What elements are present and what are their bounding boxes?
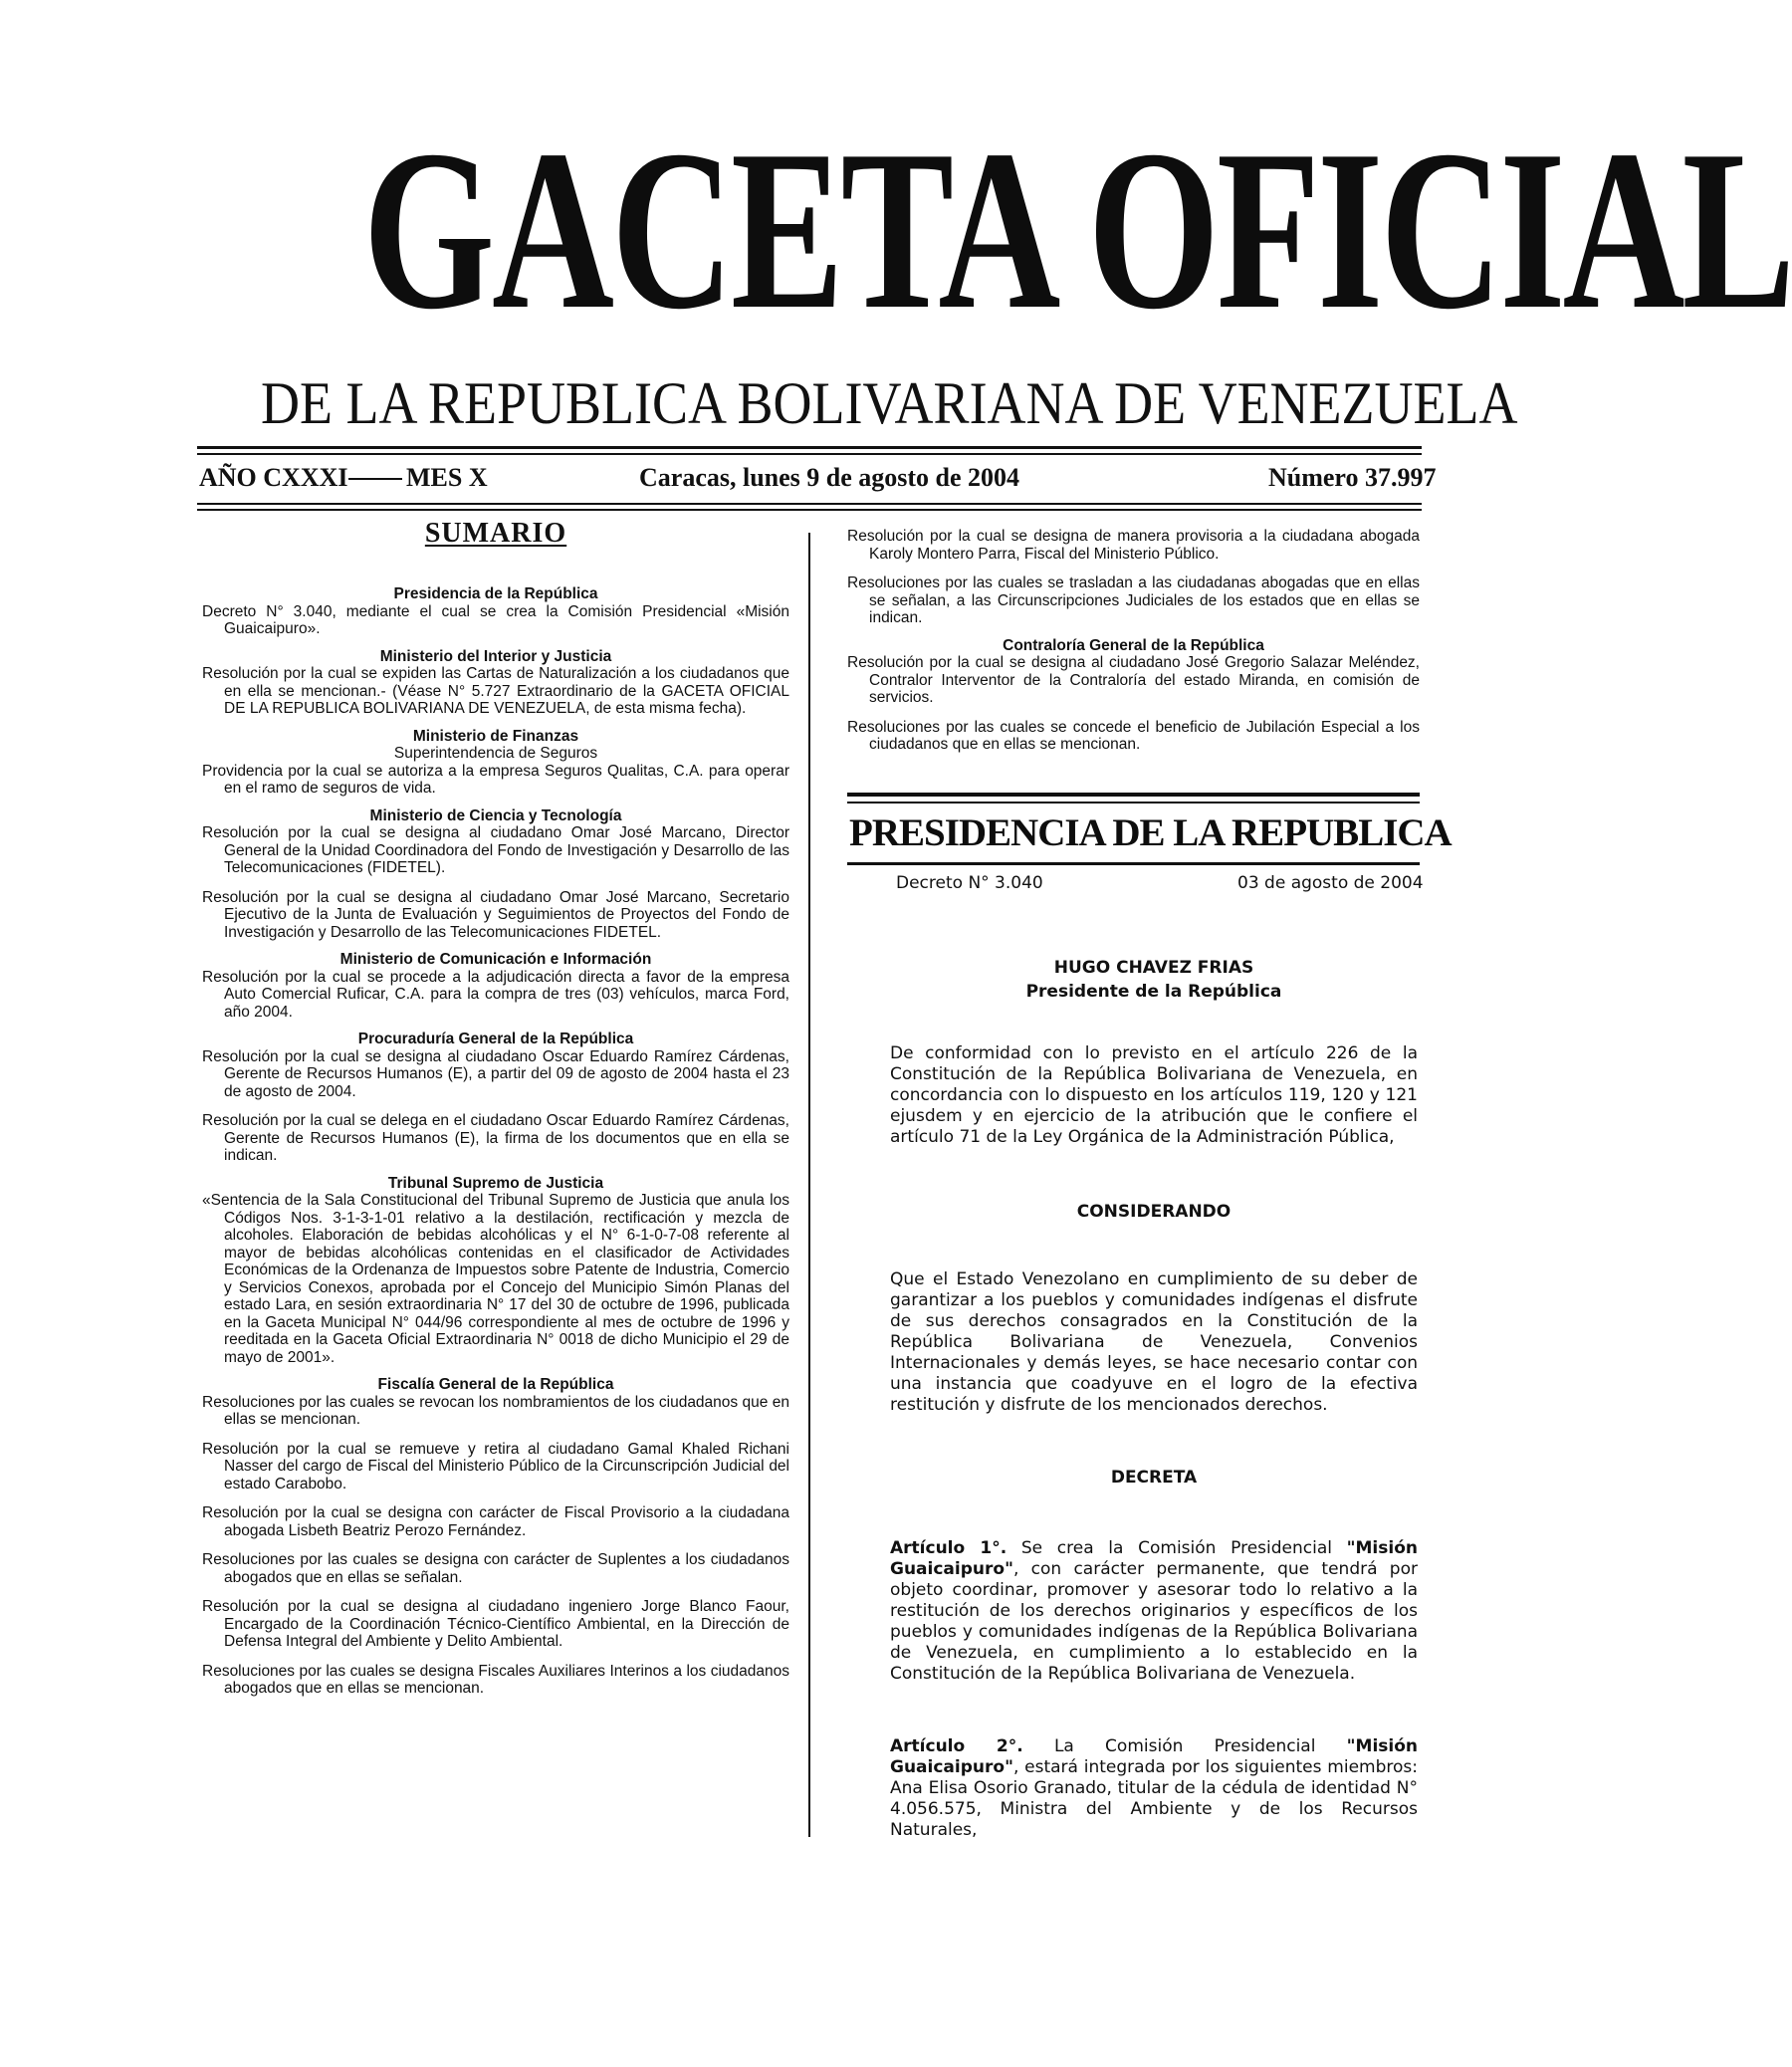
issue-date: Caracas, lunes 9 de agosto de 2004 xyxy=(639,463,1020,492)
sumario-title: SUMARIO xyxy=(424,518,567,549)
sumario-section xyxy=(202,728,789,798)
article-2-text: , estará integrada por los siguientes miembros: Ana Elisa Osorio Granado, titular de la cédula de identidad N° 4.056.575, Ministra del Ambiente y de los Recursos Naturales, xyxy=(890,1757,1418,1840)
section-head: Ministerio de Ciencia y Tecnología xyxy=(369,806,622,824)
section-entry: Resoluciones por las cuales se designa con carácter de Suplentes a los ciudadanos abogados que en ellas se señalan. xyxy=(202,1551,789,1586)
article-2-name: "Misión Guaicaipuro" xyxy=(890,1736,1419,1777)
section-entry: Resoluciones por las cuales se trasladan a las ciudadanas abogadas que en ellas se señalan, a las Circunscripciones Judiciales de los estados que en ellas se indican. xyxy=(847,574,1420,626)
presidencia-title: PRESIDENCIA DE LA REPUBLICA xyxy=(849,811,1452,854)
presidencia-rule-top-2 xyxy=(847,802,1420,804)
section-entry: Resolución por la cual se designa al ciudadano ingeniero Jorge Blanco Faour, Encargado de la Coordinación Técnico-Científico Ambiental, en la Dirección de Defensa Integral del Ambiente y Delito Ambiental. xyxy=(202,1598,789,1650)
presidencia-rule-top xyxy=(847,793,1420,797)
gazette-subtitle: DE LA REPUBLICA BOLIVARIANA DE VENEZUELA xyxy=(261,370,1518,436)
article-2 xyxy=(890,1736,1418,1841)
section-entry: Resolución por la cual se delega en el ciudadano Oscar Eduardo Ramírez Cárdenas, Gerente de Recursos Humanos (E), la firma de los documentos que en ella se indican. xyxy=(202,1112,789,1164)
presidencia-rule-bottom xyxy=(847,862,1420,865)
section-head: Ministerio del Interior y Justicia xyxy=(379,647,612,665)
decree-number: Decreto N° 3.040 xyxy=(896,873,1043,893)
section-entry: Resolución por la cual se remueve y retira al ciudadano Gamal Khaled Richani Nasser del cargo de Fiscal del Ministerio Público de la Circunscripción Judicial del estado Carabobo. xyxy=(202,1440,789,1493)
section-entry: Resolución por la cual se designa al ciudadano Omar José Marcano, Director General de la Unidad Coordinadora del Fondo de Investigación y Desarrollo de las Telecomunicaciones (FIDETEL). xyxy=(202,824,789,876)
sumario-section xyxy=(202,1031,789,1165)
issue-dash xyxy=(348,478,402,480)
header-rule-bottom xyxy=(197,503,1422,505)
section-entry: Resoluciones por las cuales se designa Fiscales Auxiliares Interinos a los ciudadanos abogados que en ellas se mencionan. xyxy=(202,1662,789,1697)
decree-preamble: De conformidad con lo previsto en el artículo 226 de la Constitución de la República Bolivariana de Venezuela, en concordancia con lo dispuesto en los artículos 119, 120 y 121 ejusdem y en ejercicio de la atribución que le confiere el artículo 71 de la Ley Orgánica de la Administración Pública, xyxy=(890,1043,1418,1147)
article-1-name: "Misión Guaicaipuro" xyxy=(890,1538,1418,1579)
column-divider xyxy=(808,533,810,1837)
section-head: Contraloría General de la República xyxy=(1003,636,1264,654)
article-1 xyxy=(890,1538,1418,1685)
section-entry: Decreto N° 3.040, mediante el cual se crea la Comisión Presidencial «Misión Guaicaipuro». xyxy=(202,602,789,637)
article-1-pre: Se crea la Comisión Presidencial xyxy=(1007,1538,1347,1558)
section-entry: Resolución por la cual se designa al ciudadano José Gregorio Salazar Meléndez, Contralor Interventor de la Contraloría del estado Miranda, en comisión de servicios. xyxy=(847,654,1420,706)
section-head: Tribunal Supremo de Justicia xyxy=(387,1174,604,1192)
considerando-text: Que el Estado Venezolano en cumplimiento de su deber de garantizar a los pueblos y comunidades indígenas el disfrute de sus derechos consagrados en la Constitución de la República Bolivariana de Venezuela, Convenios Internacionales y demás leyes, se hace necesario contar con una instancia que coadyuve en el logro de la efectiva restitución y disfrute de los mencionados derechos. xyxy=(890,1269,1418,1415)
section-entry: Resolución por la cual se designa al ciudadano Oscar Eduardo Ramírez Cárdenas, Gerente de Recursos Humanos (E), a partir del 09 de agosto de 2004 hasta el 23 de agosto de 2004. xyxy=(202,1047,789,1100)
section-entry: Providencia por la cual se autoriza a la empresa Seguros Qualitas, C.A. para operar en el ramo de seguros de vida. xyxy=(202,762,789,797)
gazette-masthead: GACETA OFICIAL xyxy=(362,103,1792,356)
article-2-pre: La Comisión Presidencial xyxy=(1022,1736,1347,1756)
issue-year: AÑO CXXXI xyxy=(199,463,348,492)
section-entry: Resoluciones por las cuales se revocan los nombramientos de los ciudadanos que en ellas se mencionan. xyxy=(202,1393,789,1428)
decree-date: 03 de agosto de 2004 xyxy=(1237,873,1424,893)
section-head: Fiscalía General de la República xyxy=(377,1376,614,1393)
decreta-label: DECRETA xyxy=(1110,1468,1198,1488)
sumario-section xyxy=(202,807,789,942)
sumario-section xyxy=(847,637,1420,754)
section-entry: Resoluciones por las cuales se concede el beneficio de Jubilación Especial a los ciudadanos que en ellas se mencionan. xyxy=(847,718,1420,753)
signatory-title: Presidente de la República xyxy=(1025,982,1282,1002)
section-head: Ministerio de Comunicación e Información xyxy=(339,951,652,968)
signatory-name: HUGO CHAVEZ FRIAS xyxy=(1053,958,1254,978)
sumario-section xyxy=(202,648,789,718)
considerando-label: CONSIDERANDO xyxy=(1076,1202,1232,1222)
issue-number: Número 37.997 xyxy=(1268,463,1437,492)
sumario-section xyxy=(202,585,789,638)
section-head: Presidencia de la República xyxy=(393,585,598,602)
sumario-section xyxy=(202,1376,789,1698)
sumario-section xyxy=(202,1175,789,1367)
section-entry: Resolución por la cual se procede a la adjudicación directa a favor de la empresa Auto Comercial Ruficar, C.A. para la compra de tres (03) vehículos, marca Ford, año 2004. xyxy=(202,968,789,1021)
section-entry: Resolución por la cual se designa al ciudadano Omar José Marcano, Secretario Ejecutivo de la Junta de Evaluación y Seguimientos de Proyectos del Fondo de Investigación y Desarrollo de las Telecomunicaciones FIDETEL. xyxy=(202,888,789,941)
section-head: Procuraduría General de la República xyxy=(357,1031,634,1047)
header-rule-bottom-2 xyxy=(197,509,1422,511)
issue-month: MES X xyxy=(406,463,488,492)
section-entry: Resolución por la cual se designa de manera provisoria a la ciudadana abogada Karoly Montero Parra, Fiscal del Ministerio Público. xyxy=(847,528,1420,563)
section-head: Ministerio de Finanzas xyxy=(412,727,579,745)
sumario-right-column xyxy=(847,528,1420,764)
sumario-section xyxy=(202,951,789,1021)
sumario-left-column xyxy=(202,518,789,1708)
section-subhead: Superintendencia de Seguros xyxy=(393,745,598,762)
sumario-section xyxy=(847,528,1420,627)
article-1-text: , con carácter permanente, que tendrá por objeto coordinar, promover y asesorar todo lo relativo a la restitución de los derechos originarios y específicos de los pueblos y comunidades indígenas de la República Bolivariana de Venezuela, en cumplimiento a lo establecido en la Constitución de la República Bolivariana de Venezuela. xyxy=(890,1559,1418,1684)
header-rule-top-2 xyxy=(197,453,1422,455)
section-entry: «Sentencia de la Sala Constitucional del Tribunal Supremo de Justicia que anula los Códigos Nos. 3-1-3-1-01 relativo a la destilación, rectificación y mezcla de alcoholes. Elaboración de bebidas alcohólicas y el N° 6-1-0-7-08 referente al mayor de bebidas alcohólicas contenidas en el clasificador de Actividades Económicas de la Ordenanza de Impuestos sobre Patente de Industria, Comercio y Servicios Conexos, aprobada por el Concejo del Municipio Simón Planas del estado Lara, en sesión extraordinaria N° 17 del 30 de octubre de 1996, publicada en la Gaceta Municipal N° 044/96 correspondiente al mes de octubre de 1996 y reeditada en la Gaceta Oficial Extraordinaria N° 0018 de dicho Municipio el 29 de mayo de 2001». xyxy=(202,1192,789,1366)
article-1-label: Artículo 1°. xyxy=(890,1538,1008,1558)
article-2-label: Artículo 2°. xyxy=(890,1736,1023,1756)
section-entry: Resolución por la cual se designa con carácter de Fiscal Provisorio a la ciudadana abogada Lisbeth Beatriz Perozo Fernández. xyxy=(202,1504,789,1539)
header-rule-top xyxy=(197,446,1422,449)
section-entry: Resolución por la cual se expiden las Cartas de Naturalización a los ciudadanos que en ella se mencionan.- (Véase N° 5.727 Extraordinario de la GACETA OFICIAL DE LA REPUBLICA BOLIVARIANA DE VENEZUELA, de esta misma fecha). xyxy=(202,665,789,717)
